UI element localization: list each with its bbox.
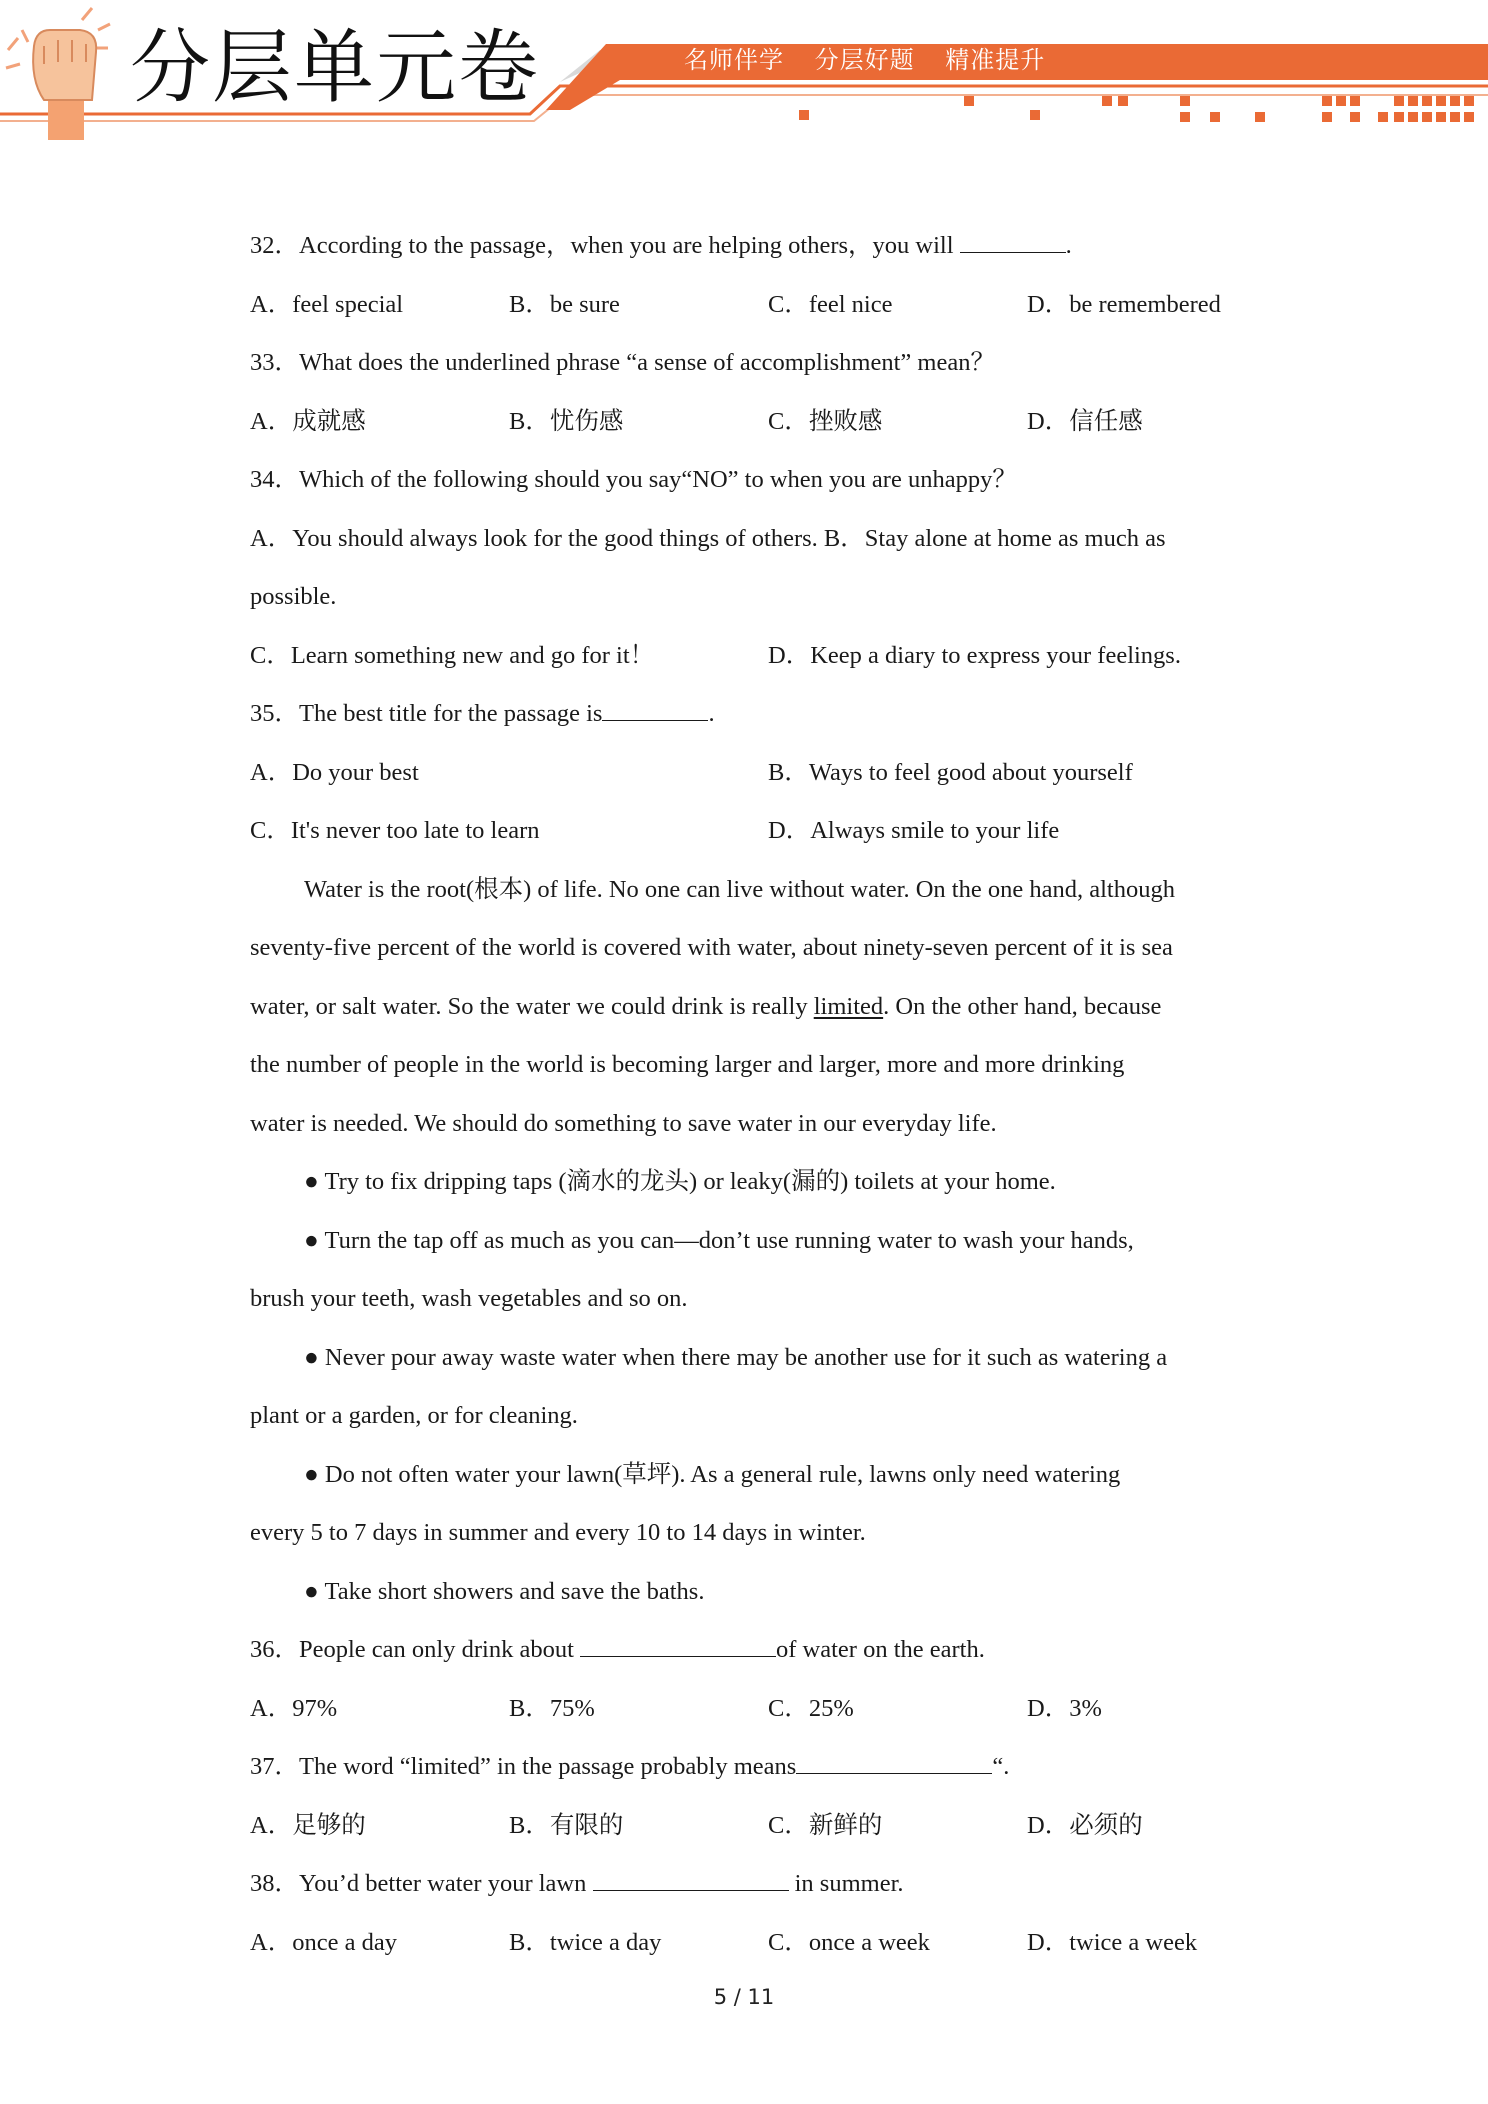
option-a: A．97% [250, 1694, 338, 1722]
option-c: C．挫败感 [768, 407, 883, 435]
page-number: 5 / 11 [713, 1985, 775, 2009]
option-c: C．25% [768, 1694, 854, 1722]
question-36-options [250, 1680, 1260, 1739]
option-c: C．once a week [768, 1928, 930, 1956]
question-35-text: 35．The best title for the passage is [250, 700, 603, 727]
question-37-text: 37．The word “limited” in the passage probably means [250, 1753, 797, 1780]
bullet-item: ● Try to fix dripping taps (滴水的龙头) or leaky(漏的) toilets at your home. [304, 1168, 1056, 1195]
answer-blank [593, 1870, 789, 1891]
question-37-stem [250, 1738, 1260, 1797]
question-33-options [250, 393, 1260, 452]
question-33-stem: 33．What does the underlined phrase “a sense of accomplishment” mean？ [250, 349, 995, 376]
question-34-stem: 34．Which of the following should you say“NO” to when you are unhappy？ [250, 466, 1017, 493]
bullet-item: ● Turn the tap off as much as you can—don’t use running water to wash your hands, [304, 1226, 1134, 1254]
question-32-end: . [1065, 232, 1072, 259]
option-b: B．忧伤感 [509, 407, 624, 435]
bullet-item: ● Take short showers and save the baths. [304, 1577, 705, 1605]
question-34-options-ab: A．You should always look for the good things of others. B．Stay alone at home as much as [250, 524, 1166, 552]
option-b: B．be sure [509, 290, 620, 318]
question-35-stem [250, 685, 1260, 744]
question-34-options-ab-continued: possible. [250, 583, 337, 610]
passage-line: water is needed. We should do something to save water in our everyday life. [250, 1109, 997, 1137]
option-d: D．信任感 [1027, 407, 1143, 435]
question-35-options-ab [250, 744, 1260, 803]
question-36-end: of water on the earth. [776, 1636, 985, 1663]
option-d: D．twice a week [1027, 1928, 1198, 1956]
bullet-item: ● Never pour away waste water when there may be another use for it such as watering a [304, 1343, 1168, 1371]
worksheet-body [250, 217, 1260, 1972]
bullet-item-continued: every 5 to 7 days in summer and every 10 to 14 days in winter. [250, 1519, 866, 1546]
question-38-options [250, 1914, 1260, 1973]
answer-blank [580, 1636, 776, 1657]
option-d: D．3% [1027, 1694, 1102, 1722]
question-32-text: 32．According to the passage，when you are helping others，you will [250, 232, 960, 259]
question-36-stem [250, 1621, 1260, 1680]
answer-blank [602, 700, 708, 721]
option-b: B．75% [509, 1694, 595, 1722]
bullet-item-continued: plant or a garden, or for cleaning. [250, 1402, 578, 1429]
option-a: A．feel special [250, 290, 404, 318]
answer-blank [796, 1753, 992, 1774]
question-36-text: 36．People can only drink about [250, 1636, 581, 1663]
passage-text: water, or salt water. So the water we could drink is really [250, 992, 814, 1020]
passage-line: Water is the root(根本) of life. No one can live without water. On the one hand, although [304, 875, 1175, 903]
question-35-options-cd [250, 802, 1260, 861]
question-32-stem [250, 217, 1260, 276]
option-b: B．Ways to feel good about yourself [768, 758, 1133, 786]
option-a: A．once a day [250, 1928, 397, 1956]
underlined-word: limited [813, 992, 884, 1020]
passage-line: seventy-five percent of the world is covered with water, about ninety-seven percent of it is sea [250, 934, 1173, 961]
option-c: C．feel nice [768, 290, 893, 318]
bullet-item-continued: brush your teeth, wash vegetables and so on. [250, 1285, 688, 1312]
option-a: A．Do your best [250, 758, 419, 786]
option-a: A．成就感 [250, 407, 366, 435]
passage-text: . On the other hand, because [883, 992, 1162, 1020]
bullet-item: ● Do not often water your lawn(草坪). As a general rule, lawns only need watering [304, 1460, 1121, 1488]
option-d: D．Always smile to your life [768, 817, 1060, 844]
question-38-stem [250, 1855, 1260, 1914]
question-32-options [250, 276, 1260, 335]
option-d: D．be remembered [1027, 290, 1221, 318]
question-37-options [250, 1797, 1260, 1856]
answer-blank [960, 232, 1066, 253]
option-a: A．足够的 [250, 1811, 366, 1839]
option-c: C．It's never too late to learn [250, 817, 540, 844]
question-37-end: “. [992, 1753, 1010, 1780]
option-b: B．twice a day [509, 1928, 662, 1956]
option-c: C．新鲜的 [768, 1811, 883, 1839]
question-38-end: in summer. [788, 1870, 904, 1897]
question-34-options-cd [250, 627, 1260, 686]
brand-title: 分层单元卷 [130, 21, 540, 114]
option-d: D．Keep a diary to express your feelings. [768, 641, 1181, 669]
page-header [0, 0, 1488, 150]
option-c: C．Learn something new and go for it！ [250, 641, 655, 669]
option-b: B．有限的 [509, 1811, 624, 1839]
question-35-end: . [708, 700, 715, 727]
passage-line: the number of people in the world is becoming larger and larger, more and more drinking [250, 1051, 1125, 1078]
header-slogan: 名师伴学 分层好题 精准提升 [684, 46, 1046, 74]
passage-line [250, 978, 1260, 1037]
question-38-text: 38．You’d better water your lawn [250, 1870, 593, 1897]
option-d: D．必须的 [1027, 1811, 1143, 1839]
